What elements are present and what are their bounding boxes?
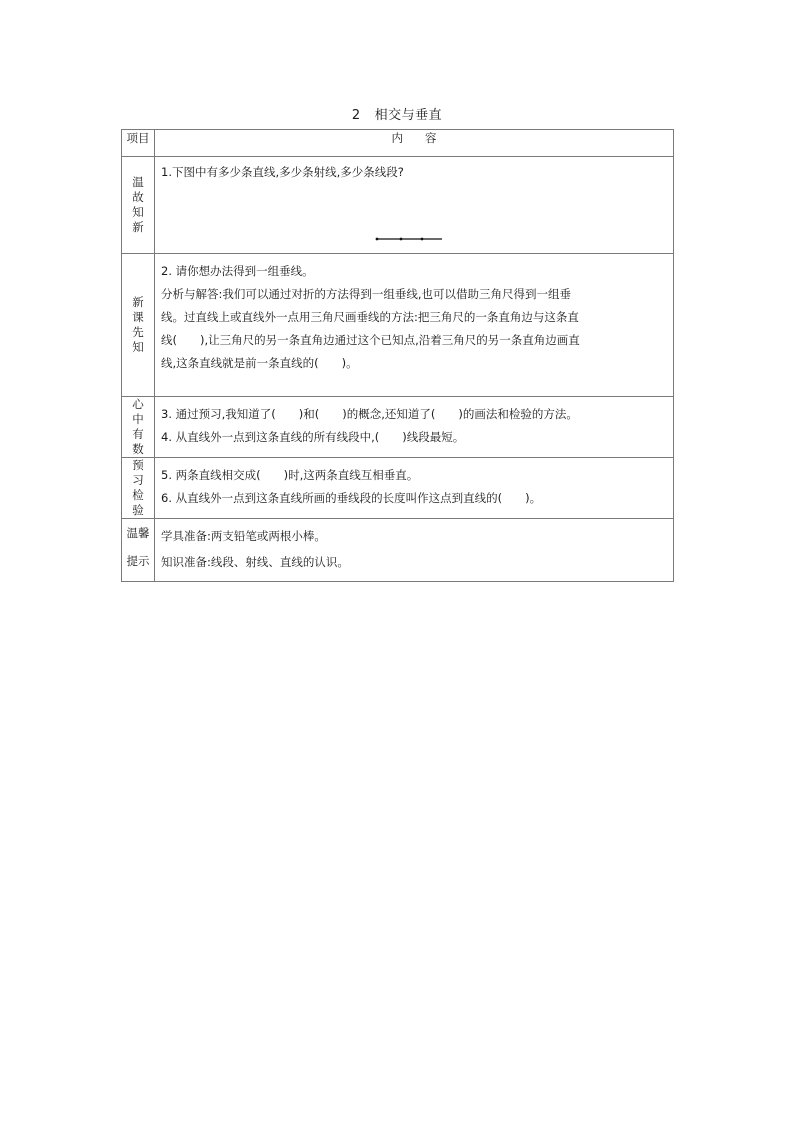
row-content-review: [155, 157, 674, 254]
page-title: [0, 104, 794, 123]
answer-line-4: 线,这条直线就是前一条直线的( )。: [161, 356, 358, 370]
label-char: 检: [132, 488, 144, 502]
table-header-row: [122, 130, 674, 157]
header-content-char-1: 内: [391, 131, 403, 145]
figure-point-b: [400, 238, 403, 241]
question-1: 1.下图中有多少条直线,多少条射线,多少条线段?: [161, 165, 404, 179]
label-char: 中: [132, 412, 144, 426]
label-char: 预: [132, 458, 144, 472]
question-6: 6. 从直线外一点到这条直线所画的垂线段的长度叫作这点到直线的( )。: [161, 491, 542, 505]
row-label-in-mind: [122, 397, 155, 458]
row-content-in-mind: [155, 397, 674, 458]
label-char: 故: [132, 190, 144, 204]
row-content-tips: [155, 519, 674, 582]
question-2: 2. 请你想办法得到一组垂线。: [161, 264, 314, 278]
lesson-number: 2: [351, 108, 361, 123]
row-content-new-lesson: [155, 254, 674, 397]
label-char: 验: [132, 503, 144, 517]
figure-point-c: [421, 238, 424, 241]
label-char: 习: [132, 473, 144, 487]
answer-line-3: 线( ),让三角尺的另一条直角边通过这个已知点,沿着三角尺的另一条直角边画直: [161, 333, 580, 347]
label-char: 有: [132, 427, 144, 441]
row-content-check: [155, 458, 674, 519]
label-char: 温: [132, 175, 144, 189]
header-item: 项目: [122, 130, 155, 157]
header-content-char-2: 容: [425, 131, 437, 145]
line-segment-figure: [375, 236, 445, 242]
header-content: [155, 130, 674, 157]
label-char: 心: [132, 397, 144, 411]
figure-point-a: [376, 238, 379, 241]
label-char: 先: [132, 325, 144, 339]
table-row-in-mind: [122, 397, 674, 458]
label-char: 新: [132, 220, 144, 234]
question-3: 3. 通过预习,我知道了( )和( )的概念,还知道了( )的画法和检验的方法。: [161, 407, 578, 421]
answer-line-2: 线。过直线上或直线外一点用三角尺画垂线的方法:把三角尺的一条直角边与这条直: [161, 310, 579, 324]
preview-worksheet-table: [121, 129, 674, 582]
label-char: 知: [132, 205, 144, 219]
row-label-review: [122, 157, 155, 254]
table-row-review: [122, 157, 674, 254]
tip-tools: 学具准备:两支铅笔或两根小棒。: [161, 529, 326, 543]
row-label-new-lesson: [122, 254, 155, 397]
question-5: 5. 两条直线相交成( )时,这两条直线互相垂直。: [161, 468, 419, 482]
table-row-check: [122, 458, 674, 519]
label-char: 课: [132, 310, 144, 324]
answer-line-1: 分析与解答:我们可以通过对折的方法得到一组垂线,也可以借助三角尺得到一组垂: [161, 287, 572, 301]
label-warm: 温馨: [126, 526, 150, 540]
row-label-tips: [122, 519, 155, 582]
tip-knowledge: 知识准备:线段、射线、直线的认识。: [161, 555, 349, 569]
lesson-title: 相交与垂直: [374, 108, 443, 123]
label-tips: 提示: [126, 554, 150, 568]
label-char: 新: [132, 295, 144, 309]
table-row-new-lesson: [122, 254, 674, 397]
label-char: 数: [132, 442, 144, 456]
question-4: 4. 从直线外一点到这条直线的所有线段中,( )线段最短。: [161, 430, 465, 444]
label-char: 知: [132, 340, 144, 354]
row-label-check: [122, 458, 155, 519]
table-row-tips: [122, 519, 674, 582]
